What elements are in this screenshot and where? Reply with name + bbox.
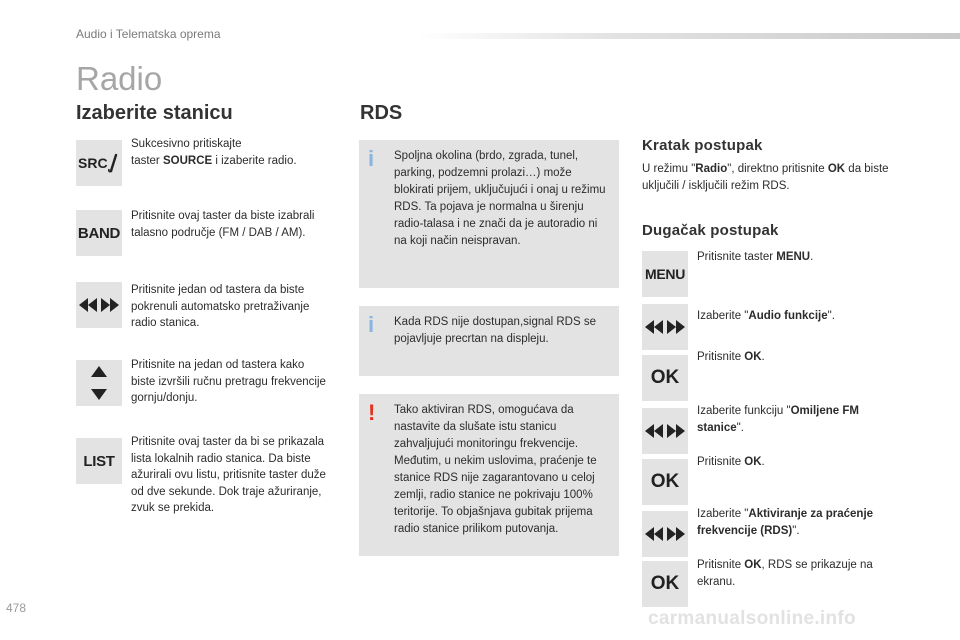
page-title: Radio xyxy=(76,60,163,97)
seek-icon xyxy=(642,304,688,350)
step-1-post: . xyxy=(810,251,814,263)
info-note-reception xyxy=(359,140,619,288)
src-icon xyxy=(76,140,122,186)
info-icon: i xyxy=(368,146,375,171)
short-procedure-text xyxy=(642,161,892,194)
chapter-header: Audio i Telematska oprema xyxy=(76,27,221,41)
note-text: Tako aktiviran RDS, omogućava da nastavite da slušate istu stanicu zahvaljujući monitoringu frekvencije. Međutim, u nekim uslovima, praćenje te stanice RDS nije zagarantovano u celoj zemlji, radio stanice ne pokrivaju 100% teritorije. To objašnjava gubitak prijema radio stanice prilikom putovanja. xyxy=(394,404,597,535)
step-7-post: , RDS se prikazuje na ekranu. xyxy=(697,559,873,588)
band-icon xyxy=(76,210,122,256)
note-text: Kada RDS nije dostupan,signal RDS se pojavljuje precrtan na displeju. xyxy=(394,316,597,345)
seek-icon xyxy=(642,408,688,454)
step-6-post: ". xyxy=(792,524,800,537)
step-3-bold: OK xyxy=(744,351,762,363)
short-text-a: U režimu " xyxy=(642,163,696,175)
step-4-pre: Izaberite funkciju " xyxy=(697,405,791,417)
src-icon-text: SRC xyxy=(78,155,108,171)
band-icon-text: BAND xyxy=(77,224,121,242)
ok-icon xyxy=(642,355,688,401)
short-bold-b: OK xyxy=(827,163,846,175)
step-4-post: ". xyxy=(736,421,744,434)
src-text-a: Sukcesivno pritiskajte xyxy=(131,138,242,150)
step-6-pre: Izaberite " xyxy=(697,508,749,520)
short-text-b: ", direktno pritisnite xyxy=(727,163,828,175)
step-7-text xyxy=(697,557,897,590)
step-3-post: . xyxy=(761,351,765,363)
seek-icon xyxy=(642,511,688,557)
short-bold-a: Radio xyxy=(695,163,728,175)
menu-icon xyxy=(642,251,688,297)
seek-description: Pritisnite jedan od tastera da biste pokrenuli automatsko pretraživanje radio stanica. xyxy=(131,284,310,329)
step-2-bold: Audio funkcije xyxy=(748,310,828,322)
up-down-description: Pritisnite na jedan od tastera kako biste izvršili ručnu pretragu frekvencije gornju/donju. xyxy=(131,359,326,404)
ok-icon xyxy=(642,561,688,607)
note-text: Spoljna okolina (brdo, zgrada, tunel, parking, podzemni prolazi…) može blokirati prijem, uključujući i onaj u režimu RDS. Ta pojava je normalna u širenju radio-talasa i ne znači da je autoradio ni na koji način neispravan. xyxy=(394,150,606,247)
step-5-bold: OK xyxy=(744,456,762,468)
warning-note-rds xyxy=(359,394,619,556)
step-5-pre: Pritisnite xyxy=(697,456,745,468)
info-note-rds-unavailable xyxy=(359,306,619,376)
short-text-c: da biste uključili / isključili režim RDS. xyxy=(642,163,889,192)
step-1-pre: Pritisnite taster xyxy=(697,251,777,263)
src-text-c: i izaberite radio. xyxy=(212,154,297,167)
step-6-text xyxy=(697,506,897,539)
menu-icon-text: MENU xyxy=(644,266,686,282)
seek-icon xyxy=(76,282,122,328)
step-7-pre: Pritisnite xyxy=(697,559,745,571)
list-icon-text: LIST xyxy=(83,452,115,470)
step-1-bold: MENU xyxy=(776,251,811,263)
step-4-bold: Omiljene FM stanice xyxy=(697,405,859,434)
ok-icon-text: OK xyxy=(650,573,680,594)
ok-icon xyxy=(642,459,688,505)
page-number: 478 xyxy=(6,601,27,615)
header-bar xyxy=(418,33,960,39)
long-procedure-title: Dugačak postupak xyxy=(642,222,779,239)
step-2-text xyxy=(697,308,897,325)
short-procedure-title: Kratak postupak xyxy=(642,137,763,154)
ok-icon-text: OK xyxy=(650,471,680,492)
src-description xyxy=(131,136,331,169)
list-icon xyxy=(76,438,122,484)
step-7-bold: OK xyxy=(744,559,762,571)
left-section-title: Izaberite stanicu xyxy=(76,102,233,124)
watermark: carmanualsonline.info xyxy=(648,608,856,629)
step-4-text xyxy=(697,403,897,436)
step-5-post: . xyxy=(761,456,765,468)
step-5-text xyxy=(697,454,897,471)
step-1-text xyxy=(697,249,897,266)
list-description: Pritisnite ovaj taster da bi se prikazala lista lokalnih radio stanica. Da biste ažurirali ovu listu, pritisnite taster duže od dve sekunde. Dok traje ažuriranje, zvuk se prekida. xyxy=(131,436,326,514)
rds-section-title: RDS xyxy=(360,102,403,124)
info-icon: i xyxy=(368,312,375,337)
band-description: Pritisnite ovaj taster da biste izabrali talasno područje (FM / DAB / AM). xyxy=(131,210,315,239)
step-2-pre: Izaberite " xyxy=(697,310,749,322)
step-6-bold: Aktiviranje za praćenje frekvencije (RDS) xyxy=(697,508,874,537)
step-2-post: ". xyxy=(827,310,835,322)
ok-icon-text: OK xyxy=(650,367,680,388)
up-down-icon xyxy=(76,360,122,406)
warning-icon: ! xyxy=(368,400,376,425)
src-text-b: taster xyxy=(131,154,163,167)
step-3-text xyxy=(697,349,897,366)
step-3-pre: Pritisnite xyxy=(697,351,745,363)
src-bold: SOURCE xyxy=(162,154,213,167)
